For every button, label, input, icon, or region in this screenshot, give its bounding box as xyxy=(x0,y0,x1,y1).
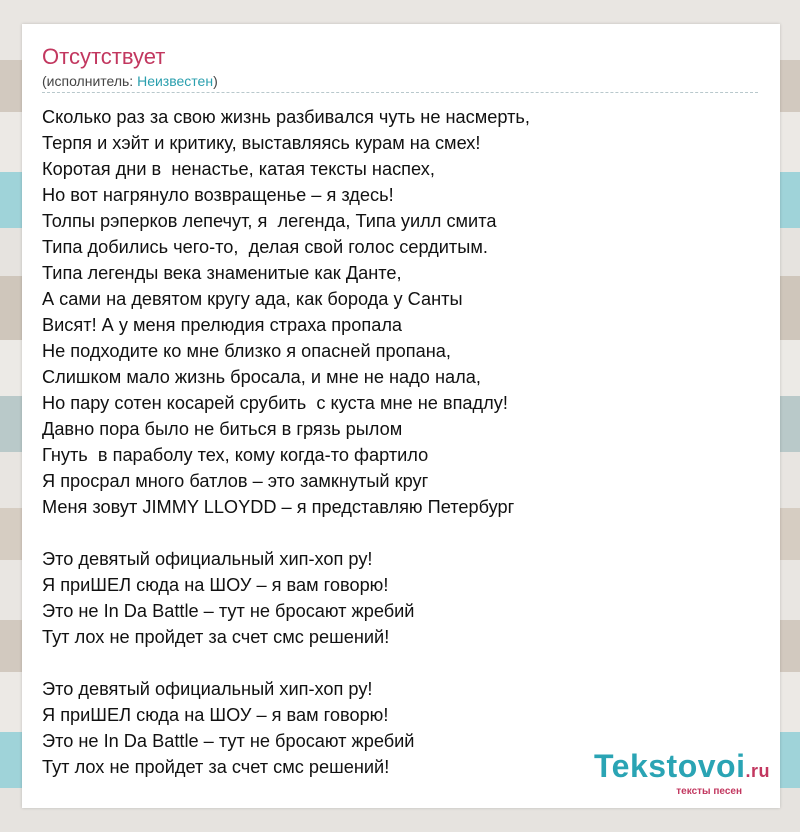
lyric-line: Я приШЕЛ сюда на ШОУ – я вам говорю! xyxy=(42,575,389,595)
logo-wordmark xyxy=(594,749,770,788)
lyrics-text xyxy=(42,104,762,780)
lyric-line: Это не In Da Battle – тут не бросают жребий xyxy=(42,601,415,621)
lyric-line: Тут лох не пройдет за счет смс решений! xyxy=(42,757,390,777)
lyric-line: Это не In Da Battle – тут не бросают жребий xyxy=(42,731,415,751)
lyric-line: Висят! А у меня прелюдия страха пропала xyxy=(42,315,403,335)
logo-main-text: Tekstovoi xyxy=(593,748,746,784)
lyric-line: А сами на девятом кругу ада, как борода у Санты xyxy=(42,289,463,309)
lyric-line: Я приШЕЛ сюда на ШОУ – я вам говорю! xyxy=(42,705,389,725)
artist-link[interactable]: Неизвестен xyxy=(137,73,214,89)
lyric-line: Это девятый официальный хип-хоп ру! xyxy=(42,679,373,699)
song-title: Отсутствует xyxy=(42,44,166,69)
site-logo[interactable] xyxy=(594,749,770,798)
artist-line xyxy=(42,72,218,90)
logo-suffix: .ru xyxy=(745,761,770,781)
header-divider xyxy=(42,92,758,93)
lyric-line: Гнуть в параболу тех, кому когда-то фартило xyxy=(42,445,429,465)
artist-suffix: ) xyxy=(213,73,218,89)
lyric-line: Слишком мало жизнь бросала, и мне не надо нала, xyxy=(42,367,481,387)
lyric-line: Меня зовут JIMMY LLOYDD – я представляю Петербург xyxy=(42,497,515,517)
stanza-break xyxy=(42,520,762,546)
lyric-line: Сколько раз за свою жизнь разбивался чуть не насмерть, xyxy=(42,107,530,127)
artist-prefix: (исполнитель: xyxy=(42,73,138,89)
lyric-line: Я просрал много батлов – это замкнутый круг xyxy=(42,471,429,491)
lyric-line: Толпы рэперков лепечут, я легенда, Типа уилл смита xyxy=(42,211,497,231)
stanza-break xyxy=(42,650,762,676)
lyric-line: Терпя и хэйт и критику, выставляясь курам на смех! xyxy=(42,133,481,153)
lyric-line: Но вот нагрянуло возвращенье – я здесь! xyxy=(42,185,394,205)
lyrics-page xyxy=(22,24,780,808)
lyric-line: Но пару сотен косарей срубить с куста мне не впадлу! xyxy=(42,393,508,413)
lyric-line: Тут лох не пройдет за счет смс решений! xyxy=(42,627,390,647)
lyric-line: Не подходите ко мне близко я опасней пропана, xyxy=(42,341,451,361)
lyric-line: Коротая дни в ненастье, катая тексты наспех, xyxy=(42,159,435,179)
lyric-line: Типа легенды века знаменитые как Данте, xyxy=(42,263,402,283)
lyric-line: Это девятый официальный хип-хоп ру! xyxy=(42,549,373,569)
lyric-line: Давно пора было не биться в грязь рылом xyxy=(42,419,403,439)
logo-tagline: тексты песен xyxy=(676,786,742,797)
lyric-line: Типа добились чего-то, делая свой голос сердитым. xyxy=(42,237,488,257)
